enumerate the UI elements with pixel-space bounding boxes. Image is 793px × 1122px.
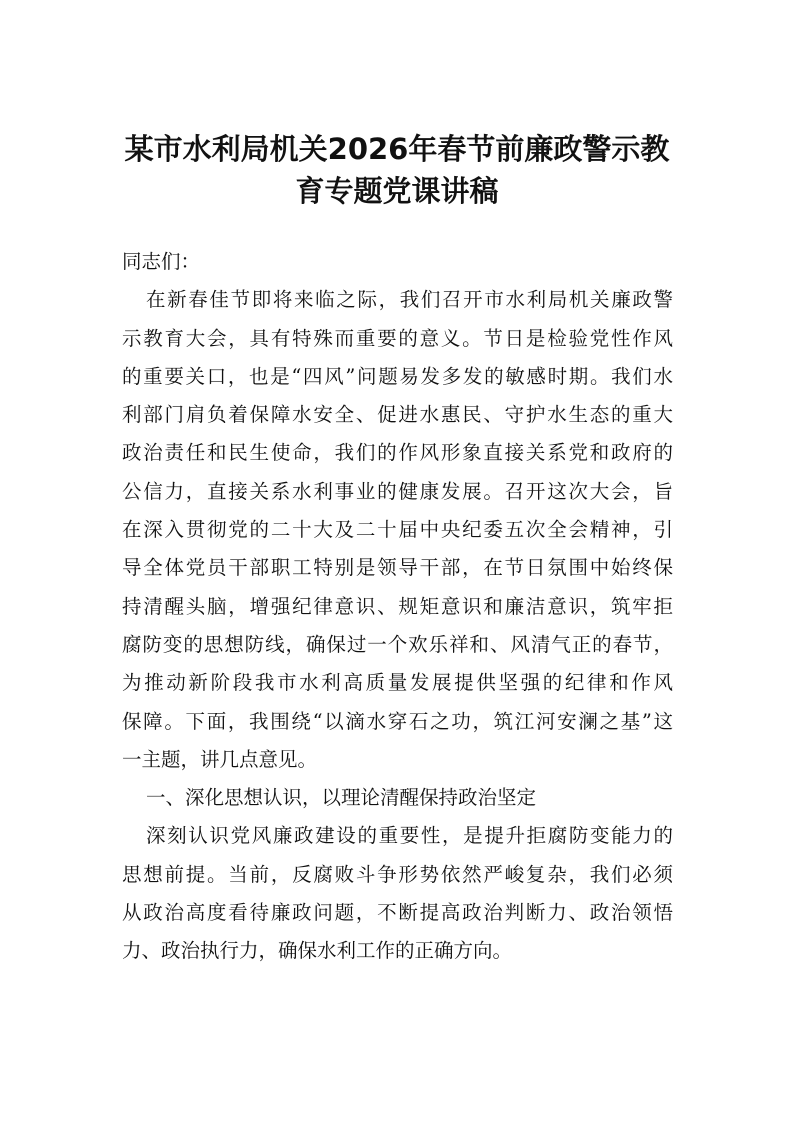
salutation: 同志们：: [122, 250, 201, 273]
text-line: 保障。下面，我围绕“以滴水穿石之功，筑江河安澜之基”这: [122, 709, 673, 733]
document-title-line-2: 育专题党课讲稿: [295, 174, 499, 208]
paragraphs: [122, 281, 673, 970]
text-line: 政治责任和民生使命，我们的作风形象直接关系党和政府的: [122, 441, 673, 465]
text-line: 为推动新阶段我市水利高质量发展提供坚强的纪律和作风: [122, 671, 673, 695]
text-line: 导全体党员干部职工特别是领导干部，在节日氛围中始终保: [122, 556, 673, 580]
text-line: 持清醒头脑，增强纪律意识、规矩意识和廉洁意识，筑牢拒: [122, 594, 673, 618]
text-line: 公信力，直接关系水利事业的健康发展。召开这次大会，旨: [122, 479, 673, 503]
text-line: 示教育大会，具有特殊而重要的意义。节日是检验党性作风: [122, 326, 673, 350]
text-line: 深刻认识党风廉政建设的重要性，是提升拒腐防变能力的: [146, 824, 673, 848]
section-heading: [122, 779, 673, 817]
text-line: 在深入贯彻党的二十大及二十届中央纪委五次全会精神，引: [122, 518, 673, 542]
text-line: 一、深化思想认识，以理论清醒保持政治坚定: [146, 786, 537, 810]
text-line: 思想前提。当前，反腐败斗争形势依然严峻复杂，我们必须: [122, 862, 673, 886]
text-line: 力、政治执行力，确保水利工作的正确方向。: [122, 939, 513, 963]
text-line: 利部门肩负着保障水安全、促进水惠民、守护水生态的重大: [122, 403, 673, 427]
paragraph: [122, 817, 673, 970]
text-line: 腐防变的思想防线，确保过一个欢乐祥和、风清气正的春节，: [122, 632, 673, 656]
text-line: 从政治高度看待廉政问题，不断提高政治判断力、政治领悟: [122, 901, 673, 925]
text-line: 的重要关口，也是“四风”问题易发多发的敏感时期。我们水: [122, 364, 673, 388]
document-body: [122, 243, 673, 971]
text-line: 在新春佳节即将来临之际，我们召开市水利局机关廉政警: [146, 288, 673, 312]
paragraph: [122, 281, 673, 779]
document-title-line-1: 某市水利局机关2026年春节前廉政警示教: [124, 132, 670, 166]
text-line: 一主题，讲几点意见。: [122, 747, 318, 771]
